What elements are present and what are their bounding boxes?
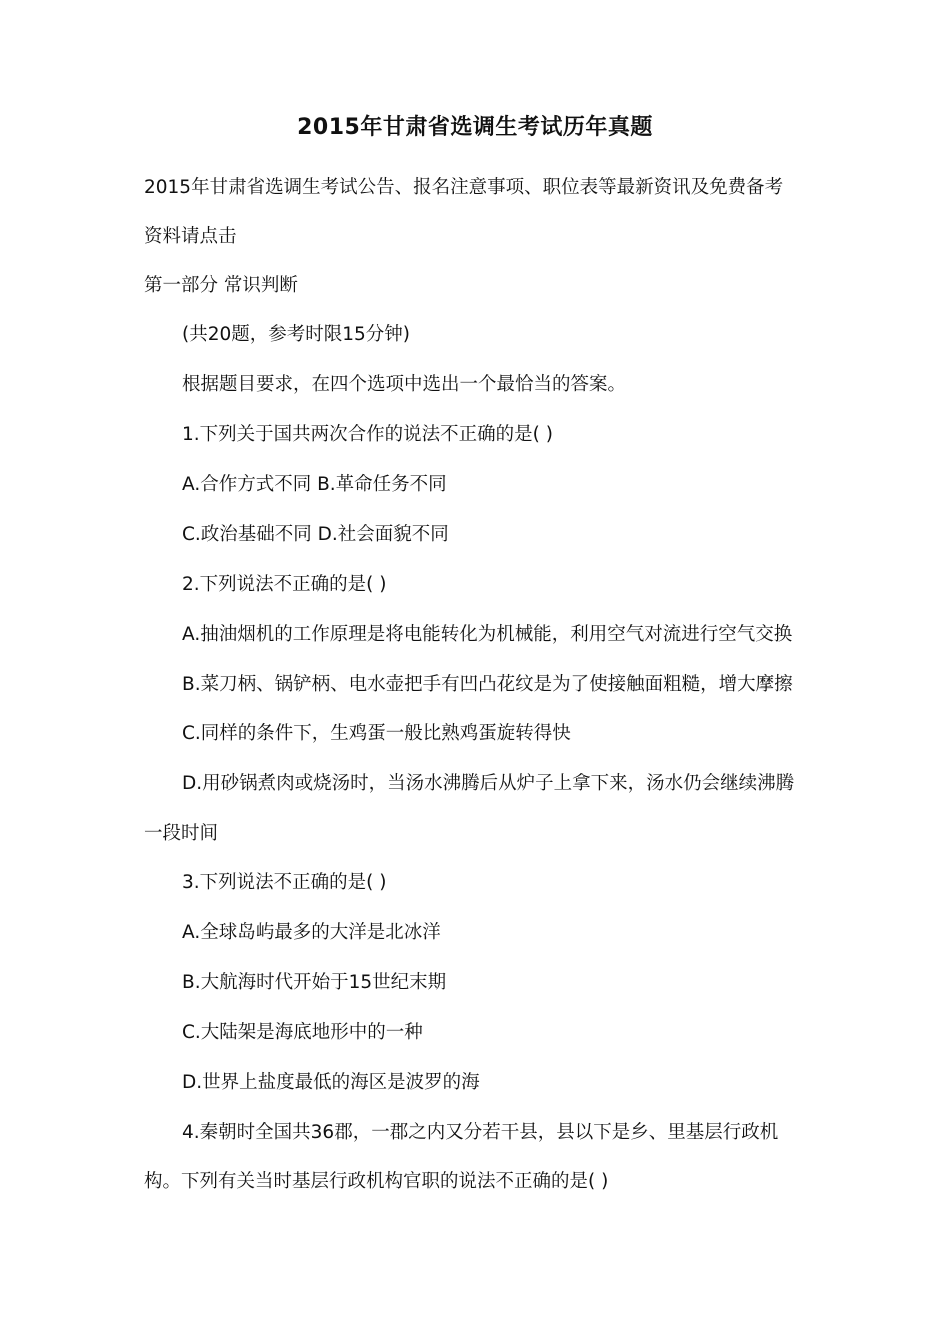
question-option: C.政治基础不同 D.社会面貌不同 bbox=[182, 524, 449, 545]
question-option: B.菜刀柄、锅铲柄、电水壶把手有凹凸花纹是为了使接触面粗糙，增大摩擦 bbox=[182, 674, 793, 695]
question-stem: 1.下列关于国共两次合作的说法不正确的是( ) bbox=[182, 424, 553, 445]
question-stem: 2.下列说法不正确的是( ) bbox=[182, 574, 387, 595]
page-title: 2015年甘肃省选调生考试历年真题 bbox=[297, 115, 653, 140]
question-option: B.大航海时代开始于15世纪末期 bbox=[182, 972, 447, 993]
question-stem-continued: 构。下列有关当时基层行政机构官职的说法不正确的是( ) bbox=[144, 1171, 609, 1192]
question-option: D.用砂锅煮肉或烧汤时，当汤水沸腾后从炉子上拿下来，汤水仍会继续沸腾 bbox=[182, 773, 795, 794]
question-option: D.世界上盐度最低的海区是波罗的海 bbox=[182, 1072, 480, 1093]
section-heading: 第一部分 常识判断 bbox=[144, 275, 298, 296]
question-option: A.合作方式不同 B.革命任务不同 bbox=[182, 474, 447, 495]
question-stem: 4.秦朝时全国共36郡，一郡之内又分若干县，县以下是乡、里基层行政机 bbox=[182, 1122, 779, 1143]
section-note: (共20题，参考时限15分钟) bbox=[182, 324, 411, 345]
question-option: A.全球岛屿最多的大洋是北冰洋 bbox=[182, 922, 441, 943]
intro-line: 资料请点击 bbox=[144, 226, 237, 247]
question-option-continued: 一段时间 bbox=[144, 823, 219, 844]
question-stem: 3.下列说法不正确的是( ) bbox=[182, 872, 387, 893]
intro-line: 2015年甘肃省选调生考试公告、报名注意事项、职位表等最新资讯及免费备考 bbox=[144, 177, 784, 198]
question-option: A.抽油烟机的工作原理是将电能转化为机械能，利用空气对流进行空气交换 bbox=[182, 624, 793, 645]
question-option: C.大陆架是海底地形中的一种 bbox=[182, 1022, 423, 1043]
section-instruction: 根据题目要求，在四个选项中选出一个最恰当的答案。 bbox=[182, 374, 627, 395]
question-option: C.同样的条件下，生鸡蛋一般比熟鸡蛋旋转得快 bbox=[182, 723, 571, 744]
